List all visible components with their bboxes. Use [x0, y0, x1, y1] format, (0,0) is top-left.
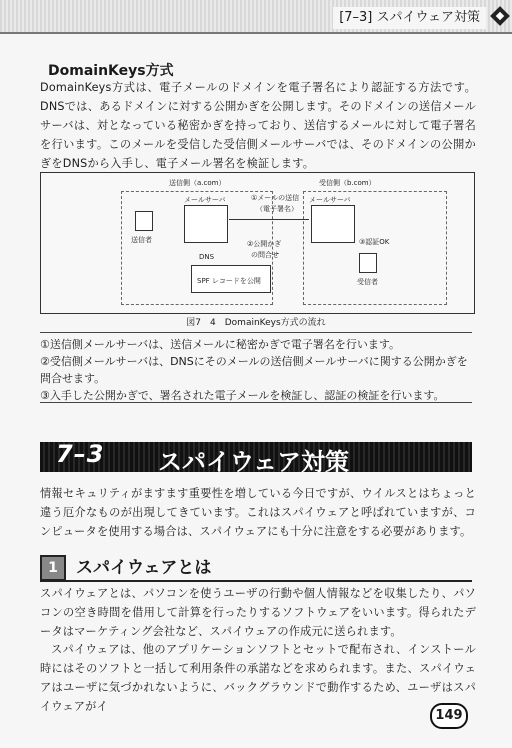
body-paragraph: スパイウェアとは、パソコンを使うユーザの行動や個人情報などを収集したり、パソコンの空き時間を借用して計算を行ったりするソフトウェアをいいます。得られたデータはマーケティング会社など、スパイウェアの作成元に送られます。	[40, 587, 476, 638]
steps-bottom-rule	[40, 402, 472, 403]
chapter-tab: [7–3] スパイウェア対策	[333, 7, 486, 29]
receiver-server-label: メールサーバ	[309, 196, 351, 204]
section-title: スパイウェア対策	[158, 448, 350, 472]
figure	[40, 172, 475, 314]
dns-label: DNS	[199, 253, 215, 261]
send-arrow	[229, 219, 309, 220]
receiver-mail-server	[311, 205, 355, 243]
subheading: DomainKeys方式	[48, 63, 174, 79]
subsection-number: 1	[40, 555, 66, 581]
step2-label: ②公開かぎ	[247, 240, 282, 248]
page-number: 149	[430, 703, 468, 729]
header-divider	[0, 32, 512, 34]
steps-top-rule	[40, 332, 472, 333]
body-paragraph: スパイウェアは、他のアプリケーションソフトとセットで配布され、インストール時にはそのソフトと一括して利用条件の承諾などを求められます。また、スパイウェアはユーザに気づかれないように、バックグラウンドで動作するため、ユーザはスパイウェアがイ	[40, 643, 476, 713]
sender-pc	[135, 211, 153, 231]
step1-sub-label: （電子署名）	[256, 205, 298, 213]
sender-side-label: 送信側（a.com）	[169, 179, 226, 187]
intro-paragraph: DomainKeys方式は、電子メールのドメインを電子署名により認証する方法です。DNSでは、あるドメインに対する公開かぎを公開します。そのドメインの送信メールサーバは、対となっている秘密かぎを持っており、送信するメールに対して電子署名を行います。このメールを受信した受信側メールサーバでは、そのドメインの公開かぎをDNSから入手し、電子メール署名を検証します。	[40, 81, 476, 170]
receiver-label: 受信者	[357, 278, 378, 286]
receiver-pc	[359, 253, 377, 273]
step-item: ①送信側メールサーバは、送信メールに秘密かぎで電子署名を行います。	[40, 338, 400, 351]
sender-label: 送信者	[131, 236, 152, 244]
step1-label: ①メールの送信	[251, 194, 300, 202]
subsection-rule	[40, 580, 472, 582]
steps-list	[40, 336, 476, 404]
step-item: ②受信側メールサーバは、DNSにそのメールの送信側メールサーバに関する公開かぎを問合せます。	[40, 355, 468, 385]
section-banner	[40, 442, 472, 472]
sender-mail-server	[184, 205, 228, 243]
figure-caption: 図7 4 DomainKeys方式の流れ	[186, 318, 326, 328]
step2-sub-label: の問合せ	[251, 251, 279, 259]
receiver-side-label: 受信側（b.com）	[319, 179, 376, 187]
sender-server-label: メールサーバ	[184, 196, 226, 204]
step3-label: ③認証OK	[359, 238, 390, 246]
section-number: 7–3	[56, 442, 105, 468]
step-item: ③入手した公開かぎで、署名された電子メールを検証し、認証の検証を行います。	[40, 389, 445, 402]
section-intro: 情報セキュリティがますます重要性を増している今日ですが、ウイルスとはちょっと違う厄介なものが出現してきています。これはスパイウェアと呼ばれていますが、コンピュータを使用する場合は、スパイウェアにも十分に注意をする必要があります。	[40, 487, 476, 538]
spf-record-label: SPF レコードを公開	[197, 277, 261, 285]
subsection-title: スパイウェアとは	[76, 558, 212, 578]
